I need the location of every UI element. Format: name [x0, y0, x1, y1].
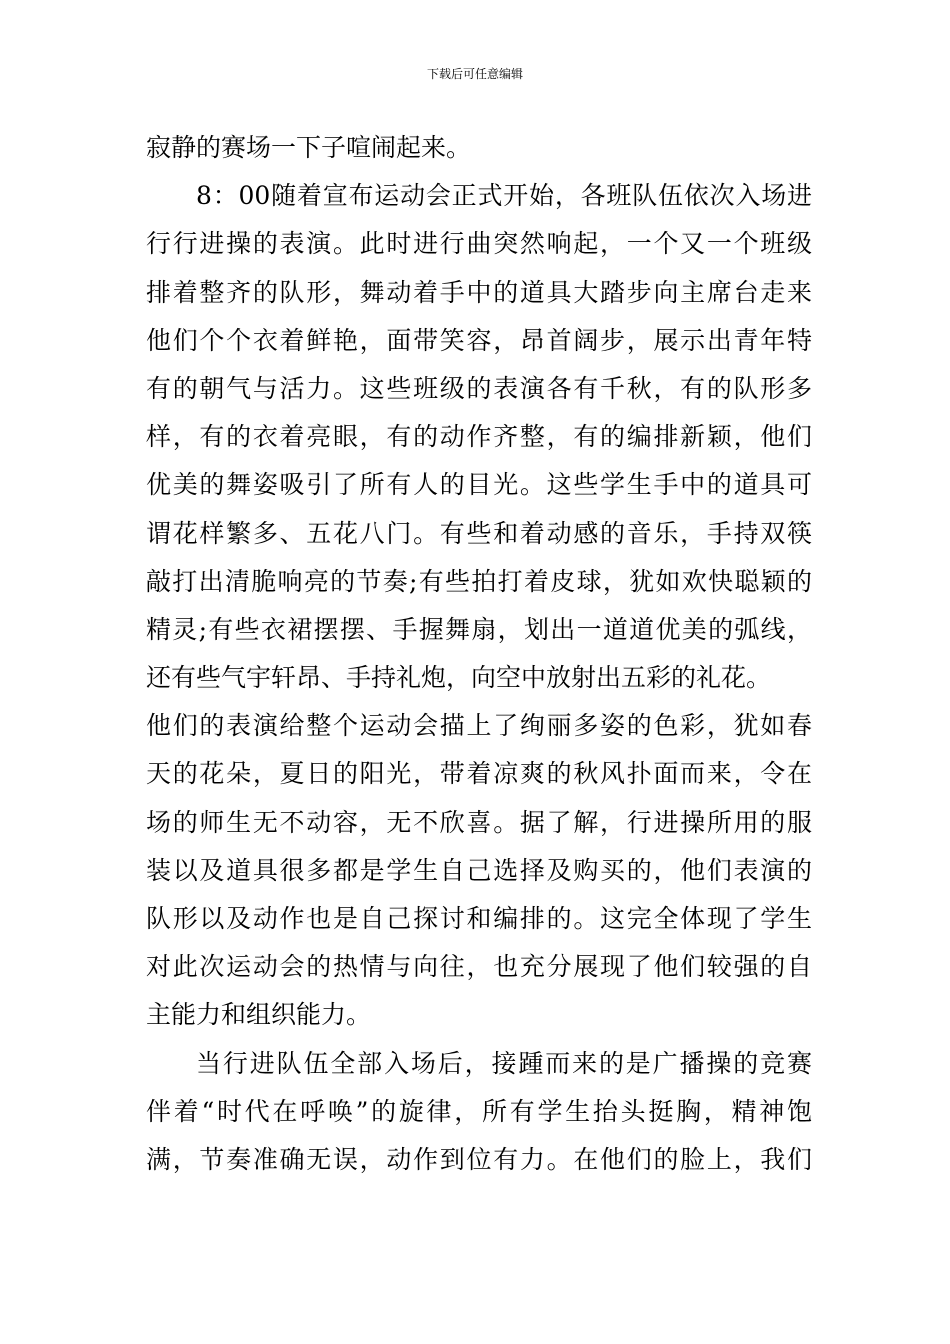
paragraph: [146, 1040, 812, 1185]
text-line: 场的师生无不动容，无不欣喜。据了解，行进操所用的服: [146, 807, 812, 837]
text-line: 样，有的衣着亮眼，有的动作齐整，有的编排新颖，他们: [146, 422, 812, 452]
text-line: 敲打出清脆响亮的节奏;有些拍打着皮球，犹如欢快聪颖的: [146, 566, 812, 596]
text-line: 8：00随着宣布运动会正式开始，各班队伍依次入场进: [196, 181, 812, 211]
text-line: 还有些气宇轩昂、手持礼炮，向空中放射出五彩的礼花。: [146, 663, 772, 693]
text-line: 行行进操的表演。此时进行曲突然响起，一个又一个班级: [146, 229, 812, 259]
body-text: [146, 124, 812, 1184]
text-line: 伴着“时代在呼唤”的旋律，所有学生抬头挺胸，精神饱: [146, 1096, 812, 1126]
text-line: 他们个个衣着鲜艳，面带笑容，昂首阔步，展示出青年特: [146, 325, 812, 355]
text-line: 排着整齐的队形，舞动着手中的道具大踏步向主席台走来: [146, 277, 812, 307]
text-line: 寂静的赛场一下子喧闹起来。: [146, 133, 472, 162]
text-line: 谓花样繁多、五花八门。有些和着动感的音乐，手持双筷: [146, 518, 812, 548]
text-line: 精灵;有些衣裙摆摆、手握舞扇，划出一道道优美的弧线，: [146, 614, 812, 644]
text-line: 装以及道具很多都是学生自己选择及购买的，他们表演的: [146, 855, 812, 885]
text-line: 他们的表演给整个运动会描上了绚丽多姿的色彩，犹如春: [146, 711, 812, 741]
text-line: 对此次运动会的热情与向往，也充分展现了他们较强的自: [146, 952, 812, 982]
text-line: 队形以及动作也是自己探讨和编排的。这完全体现了学生: [146, 904, 812, 933]
paragraph: [146, 124, 812, 172]
text-line: 有的朝气与活力。这些班级的表演各有千秋，有的队形多: [146, 373, 812, 403]
text-line: 当行进队伍全部入场后，接踵而来的是广播操的竞赛: [196, 1048, 812, 1078]
page-header: 下载后可任意编辑: [426, 67, 523, 81]
text-line: 主能力和组织能力。: [146, 1000, 372, 1030]
paragraph: [146, 172, 812, 1039]
text-line: 天的花朵，夏日的阳光，带着凉爽的秋风扑面而来，令在: [146, 759, 812, 789]
text-line: 满，节奏准确无误，动作到位有力。在他们的脸上，我们: [146, 1144, 812, 1174]
text-line: 优美的舞姿吸引了所有人的目光。这些学生手中的道具可: [146, 470, 812, 500]
